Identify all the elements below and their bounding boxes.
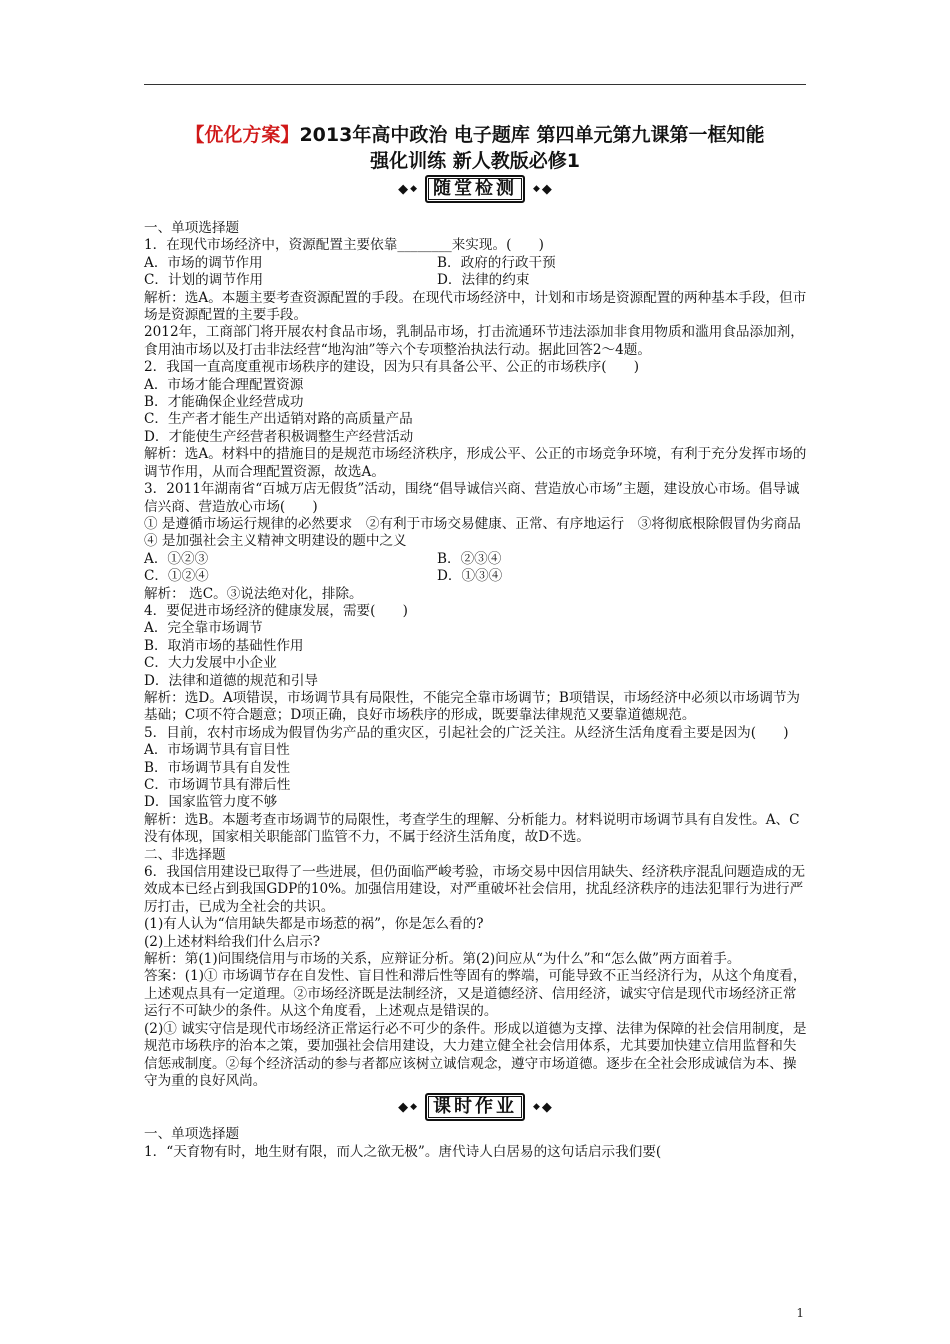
q3-item4: ④ 是加强社会主义精神文明建设的题中之义 [144,533,407,550]
q5-analysis: 解析：选B。本题考查市场调节的局限性，考查学生的理解、分析能力。材料说明市场调节具有自发性。A、C没有体现，国家相关职能部门监管不力，不属于经济生活角度，故D不选。 [144,811,800,846]
q4-text: 4．要促进市场经济的健康发展，需要( ) [144,602,408,619]
q5-option-c: C．市场调节具有滞后性 [144,777,291,793]
title-bracket: 【优化方案】 [185,124,300,146]
q5-text: 5．目前，农村市场成为假冒伪劣产品的重灾区，引起社会的广泛关注。从经济生活角度看主要是因为( ) [144,724,789,741]
title-line1: 2013年高中政治 电子题库 第四单元第九课第一框知能 [299,124,765,146]
q4-analysis: 解析：选D。A项错误，市场调节具有局限性，不能完全靠市场调节；B项错误，市场经济中必须以市场调节为基础；C项不符合题意；D项正确，良好市场秩序的形成，既要靠法律规范又要靠道德规范。 [144,689,801,724]
material-text: 2012年，工商部门将开展农村食品市场，乳制品市场，打击流通环节违法添加非食用物质和滥用食品添加剂，食用油市场以及打击非法经营“地沟油”等六个专项整治执法行动。据此回答2～4题。 [144,324,804,358]
q6-sub2: (2)上述材料给我们什么启示? [144,933,321,950]
banner-first [0,174,950,204]
q5-option-d: D．国家监管力度不够 [144,794,278,811]
q4-option-a: A．完全靠市场调节 [144,620,263,637]
q4-option-d: D．法律和道德的规范和引导 [144,672,319,689]
q3-options-row [144,568,810,585]
q1-analysis: 解析：选A。本题主要考查资源配置的手段。在现代市场经济中，计划和市场是资源配置的两种基本手段，但市场是资源配置的主要手段。 [144,289,807,324]
q3-option-a: A．①②③ [144,550,209,567]
section3-heading: 一、单项选择题 [144,1126,240,1143]
q6-text: 6．我国信用建设已取得了一些进展，但仍面临严峻考验，市场交易中因信用缺失、经济秩序混乱问题造成的无效成本已经占到我国GDP的10%。加强信用建设，对严重破坏社会信用，扰乱经济秩序的违法犯罪行为进行严厉打击，已成为全社会的共识。 [144,864,806,915]
q1-option-c: C．计划的调节作用 [144,272,264,289]
q2-option-c: C．生产者才能生产出适销对路的高质量产品 [144,411,413,428]
q5-option-a: A．市场调节具有盲目性 [144,742,290,759]
q3-options-row [144,551,810,568]
section2-heading: 二、非选择题 [144,846,226,863]
homework-q1-text: 1．“天育物有时，地生财有限，而人之欲无极”。唐代诗人白居易的这句话启示我们要( [144,1143,662,1160]
diamond-icon: ◆ [398,181,409,197]
q4-option-c: C．大力发展中小企业 [144,655,277,672]
q5-option-b: B．市场调节具有自发性 [144,759,290,776]
diamond-icon: ◆ [541,181,552,197]
page-number: 1 [796,1306,804,1320]
q2-analysis: 解析：选A。材料中的措施目的是规范市场经济秩序，形成公平、公正的市场竞争环境，有利于充分发挥市场的调节作用，从而合理配置资源，故选A。 [144,446,807,480]
q6-answer-1: 答案：(1)① 市场调节存在自发性、盲目性和滞后性等固有的弊端，可能导致不正当经济行为，从这个角度看，上述观点具有一定道理。②市场经济既是法制经济，又是道德经济、信用经济，诚实守信是现代市场经济正常运行不可缺少的条件。从这个角度看，上述观点是错误的。 [144,968,807,1020]
q3-option-d: D．①③④ [437,568,503,585]
q2-option-d: D．才能使生产经营者积极调整生产经营活动 [144,428,414,445]
q1-option-b: B．政府的行政干预 [437,254,556,271]
diamond-small-icon: ◆ [410,1101,417,1112]
q4-option-b: B．取消市场的基础性作用 [144,637,304,654]
q3-option-c: C．①②④ [144,568,209,585]
q1-options-row [144,272,810,289]
diamond-icon: ◆ [398,1099,409,1115]
diamond-small-icon: ◆ [410,184,417,194]
q6-answer-2: (2)① 诚实守信是现代市场经济正常运行必不可少的条件。形成以道德为支撑、法律为保障的社会信用制度，是规范市场秩序的治本之策，要加强社会信用建设，大力建立健全社会信用体系，尤其要加快建立信用监督和失信惩戒制度。②每个经济活动的参与者都应该树立诚信观念，遵守市场道德。逐步在全社会形成诚信为本、操守为重的良好风尚。 [144,1020,807,1089]
q1-option-a: A．市场的调节作用 [144,254,263,271]
q1-options-row [144,255,810,272]
banner-first-label: 随堂检测 [425,175,525,203]
q1-option-d: D．法律的约束 [437,272,530,289]
q1-text: 1．在现代市场经济中，资源配置主要依靠________来实现。( ) [144,237,544,254]
header-rule [144,84,806,85]
q2-text: 2．我国一直高度重视市场秩序的建设，因为只有具备公平、公正的市场秩序( ) [144,359,640,376]
q2-option-b: B．才能确保企业经营成功 [144,394,304,411]
diamond-icon: ◆ [541,1099,552,1115]
diamond-small-icon: ◆ [533,184,540,194]
q3-text: 3．2011年湖南省“百城万店无假货”活动，围绕“倡导诚信兴商、营造放心市场”主题，建设放心市场。倡导诚信兴商、营造放心市场( ) [144,481,800,515]
q3-items: ① 是遵循市场运行规律的必然要求 ②有利于市场交易健康、正常、有序地运行 ③将彻底根除假冒伪劣商品 [144,515,801,532]
diamond-small-icon: ◆ [533,1101,540,1112]
banner-second-label: 课时作业 [425,1093,525,1121]
q3-option-b: B．②③④ [437,550,502,567]
banner-second [0,1092,950,1122]
page-title [130,122,820,174]
content-body [144,220,810,1161]
q3-analysis: 解析： 选C。③说法绝对化，排除。 [144,585,363,602]
q2-option-a: A．市场才能合理配置资源 [144,376,304,393]
section1-heading: 一、单项选择题 [144,220,240,236]
q6-analysis: 解析：第(1)问围绕信用与市场的关系，应辩证分析。第(2)问应从“为什么”和“怎么做”两方面着手。 [144,951,741,968]
q6-sub1: (1)有人认为“信用缺失都是市场惹的祸”，你是怎么看的? [144,916,484,933]
title-line2: 强化训练 新人教版必修1 [370,150,580,172]
